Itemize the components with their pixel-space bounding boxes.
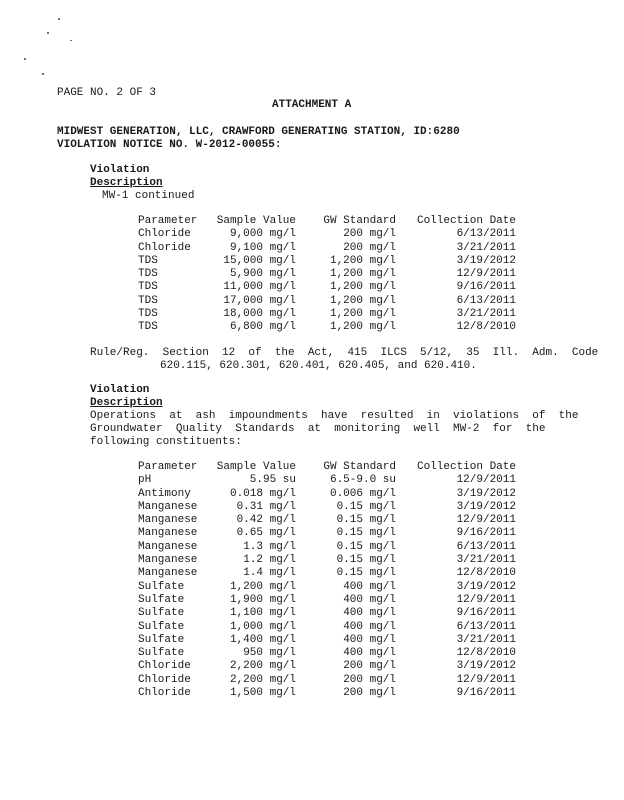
cell-collection-date: 3/19/2012 — [456, 580, 516, 593]
table-row — [138, 581, 516, 594]
table-row — [138, 527, 516, 540]
cell-sample-value: 0.018 mg/l — [229, 487, 296, 500]
table-row — [138, 567, 516, 580]
cell-sample-value: 1,400 mg/l — [229, 633, 296, 646]
table-row — [138, 621, 516, 634]
cell-gw-standard: 1,200 mg/l — [329, 321, 396, 334]
cell-parameter: Chloride — [138, 673, 191, 686]
table-row — [138, 295, 516, 308]
cell-parameter: TDS — [138, 294, 158, 307]
violation-text-line-3: following constituents: — [90, 436, 242, 448]
cell-gw-standard: 1,200 mg/l — [329, 308, 396, 321]
cell-gw-standard: 400 mg/l — [343, 607, 396, 620]
table-row — [138, 321, 516, 334]
cell-collection-date: 6/13/2011 — [456, 620, 516, 633]
cell-collection-date: 12/9/2011 — [456, 593, 516, 606]
cell-parameter: Sulfate — [138, 607, 185, 620]
cell-collection-date: 3/19/2012 — [456, 660, 516, 673]
table-row — [138, 488, 516, 501]
cell-gw-standard: 6.5-9.0 su — [329, 474, 396, 487]
cell-sample-value: 17,000 mg/l — [223, 294, 296, 307]
cell-sample-value: 1,000 mg/l — [229, 620, 296, 633]
col-gw-standard: GW Standard — [323, 461, 396, 473]
cell-gw-standard: 0.15 mg/l — [336, 554, 396, 567]
scan-speck — [58, 18, 60, 20]
table-row — [138, 228, 516, 241]
cell-parameter: TDS — [138, 254, 158, 267]
table-row — [138, 501, 516, 514]
cell-collection-date: 12/8/2010 — [456, 567, 516, 580]
cell-gw-standard: 200 mg/l — [343, 673, 396, 686]
table-row — [138, 634, 516, 647]
cell-parameter: Sulfate — [138, 620, 185, 633]
cell-collection-date: 9/16/2011 — [456, 607, 516, 620]
table-row — [138, 474, 516, 487]
cell-gw-standard: 200 mg/l — [343, 687, 396, 700]
cell-sample-value: 0.42 mg/l — [236, 514, 296, 527]
table-row — [138, 554, 516, 567]
col-sample-value: Sample Value — [216, 215, 296, 227]
cell-sample-value: 1.4 mg/l — [243, 567, 296, 580]
table-row — [138, 242, 516, 255]
continued-label: MW-1 continued — [102, 190, 195, 202]
cell-gw-standard: 0.15 mg/l — [336, 500, 396, 513]
cell-sample-value: 18,000 mg/l — [223, 308, 296, 321]
cell-sample-value: 950 mg/l — [243, 647, 296, 660]
cell-collection-date: 3/19/2012 — [456, 487, 516, 500]
cell-sample-value: 6,800 mg/l — [229, 321, 296, 334]
cell-parameter: TDS — [138, 281, 158, 294]
table-header — [138, 215, 516, 228]
scan-speck — [42, 73, 44, 75]
cell-sample-value: 1,200 mg/l — [229, 580, 296, 593]
cell-gw-standard: 1,200 mg/l — [329, 268, 396, 281]
cell-gw-standard: 0.15 mg/l — [336, 567, 396, 580]
table-row — [138, 541, 516, 554]
cell-gw-standard: 400 mg/l — [343, 647, 396, 660]
cell-sample-value: 11,000 mg/l — [223, 281, 296, 294]
cell-gw-standard: 200 mg/l — [343, 660, 396, 673]
cell-parameter: Manganese — [138, 567, 198, 580]
col-sample-value: Sample Value — [216, 461, 296, 473]
cell-parameter: TDS — [138, 308, 158, 321]
table-row — [138, 281, 516, 294]
cell-collection-date: 12/9/2011 — [456, 268, 516, 281]
rule-line-2: 620.115, 620.301, 620.401, 620.405, and 620.410. — [160, 360, 477, 372]
rule-line-1: Rule/Reg. Section 12 of the Act, 415 ILCS 5/12, 35 Ill. Adm. Code — [90, 347, 599, 359]
cell-collection-date: 9/16/2011 — [456, 281, 516, 294]
col-parameter: Parameter — [138, 461, 198, 473]
cell-parameter: TDS — [138, 268, 158, 281]
header-notice: VIOLATION NOTICE NO. W-2012-00055: — [57, 139, 282, 151]
cell-gw-standard: 0.006 mg/l — [329, 487, 396, 500]
cell-parameter: Manganese — [138, 540, 198, 553]
cell-gw-standard: 400 mg/l — [343, 593, 396, 606]
cell-sample-value: 9,000 mg/l — [229, 228, 296, 241]
cell-parameter: Manganese — [138, 554, 198, 567]
cell-gw-standard: 0.15 mg/l — [336, 540, 396, 553]
cell-parameter: Sulfate — [138, 647, 185, 660]
col-collection-date: Collection Date — [416, 215, 516, 227]
cell-collection-date: 12/8/2010 — [456, 647, 516, 660]
cell-gw-standard: 1,200 mg/l — [329, 281, 396, 294]
cell-sample-value: 9,100 mg/l — [229, 241, 296, 254]
cell-parameter: Chloride — [138, 660, 191, 673]
description-heading-2: Description — [90, 397, 163, 409]
cell-sample-value: 1,500 mg/l — [229, 687, 296, 700]
cell-collection-date: 6/13/2011 — [456, 228, 516, 241]
header-company: MIDWEST GENERATION, LLC, CRAWFORD GENERATING STATION, ID:6280 — [57, 126, 460, 138]
cell-parameter: Chloride — [138, 687, 191, 700]
cell-parameter: Sulfate — [138, 580, 185, 593]
cell-collection-date: 3/21/2011 — [456, 633, 516, 646]
cell-sample-value: 1,100 mg/l — [229, 607, 296, 620]
table-row — [138, 255, 516, 268]
cell-collection-date: 9/16/2011 — [456, 687, 516, 700]
cell-gw-standard: 200 mg/l — [343, 228, 396, 241]
cell-sample-value: 5.95 su — [249, 474, 296, 487]
violation-text-line-2: Groundwater Quality Standards at monitoring well MW-2 for the — [90, 423, 546, 435]
violation-text-line-1: Operations at ash impoundments have resulted in violations of the — [90, 410, 579, 422]
violation-heading-1: Violation — [90, 164, 150, 176]
table-row — [138, 308, 516, 321]
cell-sample-value: 2,200 mg/l — [229, 660, 296, 673]
cell-sample-value: 15,000 mg/l — [223, 254, 296, 267]
col-collection-date: Collection Date — [416, 461, 516, 473]
cell-gw-standard: 0.15 mg/l — [336, 514, 396, 527]
scan-speck — [24, 58, 26, 60]
cell-collection-date: 12/9/2011 — [456, 474, 516, 487]
cell-sample-value: 2,200 mg/l — [229, 673, 296, 686]
cell-parameter: pH — [138, 474, 152, 487]
cell-sample-value: 1.3 mg/l — [243, 540, 296, 553]
table-row — [138, 514, 516, 527]
table-header — [138, 461, 516, 474]
table-row — [138, 647, 516, 660]
cell-parameter: Sulfate — [138, 633, 185, 646]
cell-gw-standard: 0.15 mg/l — [336, 527, 396, 540]
table-row — [138, 674, 516, 687]
table-row — [138, 607, 516, 620]
cell-sample-value: 5,900 mg/l — [229, 268, 296, 281]
table-row — [138, 594, 516, 607]
table-row — [138, 660, 516, 673]
cell-collection-date: 12/9/2011 — [456, 673, 516, 686]
cell-parameter: Manganese — [138, 500, 198, 513]
scan-speck — [47, 32, 49, 34]
cell-collection-date: 3/19/2012 — [456, 500, 516, 513]
cell-parameter: TDS — [138, 321, 158, 334]
cell-collection-date: 3/19/2012 — [456, 254, 516, 267]
cell-collection-date: 9/16/2011 — [456, 527, 516, 540]
cell-sample-value: 0.65 mg/l — [236, 527, 296, 540]
cell-collection-date: 6/13/2011 — [456, 294, 516, 307]
page-number: PAGE NO. 2 OF 3 — [57, 87, 157, 99]
table-mw2 — [138, 461, 516, 700]
cell-gw-standard: 400 mg/l — [343, 633, 396, 646]
cell-sample-value: 1,900 mg/l — [229, 593, 296, 606]
cell-gw-standard: 400 mg/l — [343, 620, 396, 633]
attachment-title: ATTACHMENT A — [272, 99, 352, 111]
cell-sample-value: 1.2 mg/l — [243, 554, 296, 567]
cell-sample-value: 0.31 mg/l — [236, 500, 296, 513]
col-gw-standard: GW Standard — [323, 215, 396, 227]
table-mw1 — [138, 215, 516, 335]
table-row — [138, 268, 516, 281]
table-row — [138, 687, 516, 700]
cell-parameter: Sulfate — [138, 593, 185, 606]
cell-collection-date: 3/21/2011 — [456, 241, 516, 254]
cell-parameter: Manganese — [138, 514, 198, 527]
cell-gw-standard: 400 mg/l — [343, 580, 396, 593]
col-parameter: Parameter — [138, 215, 198, 227]
cell-collection-date: 12/8/2010 — [456, 321, 516, 334]
cell-parameter: Antimony — [138, 487, 191, 500]
cell-parameter: Manganese — [138, 527, 198, 540]
cell-collection-date: 12/9/2011 — [456, 514, 516, 527]
cell-collection-date: 6/13/2011 — [456, 540, 516, 553]
cell-collection-date: 3/21/2011 — [456, 554, 516, 567]
cell-gw-standard: 1,200 mg/l — [329, 294, 396, 307]
cell-parameter: Chloride — [138, 228, 191, 241]
scan-speck — [70, 40, 72, 41]
violation-heading-2: Violation — [90, 384, 150, 396]
cell-collection-date: 3/21/2011 — [456, 308, 516, 321]
cell-gw-standard: 1,200 mg/l — [329, 254, 396, 267]
description-heading-1: Description — [90, 177, 163, 189]
cell-parameter: Chloride — [138, 241, 191, 254]
cell-gw-standard: 200 mg/l — [343, 241, 396, 254]
